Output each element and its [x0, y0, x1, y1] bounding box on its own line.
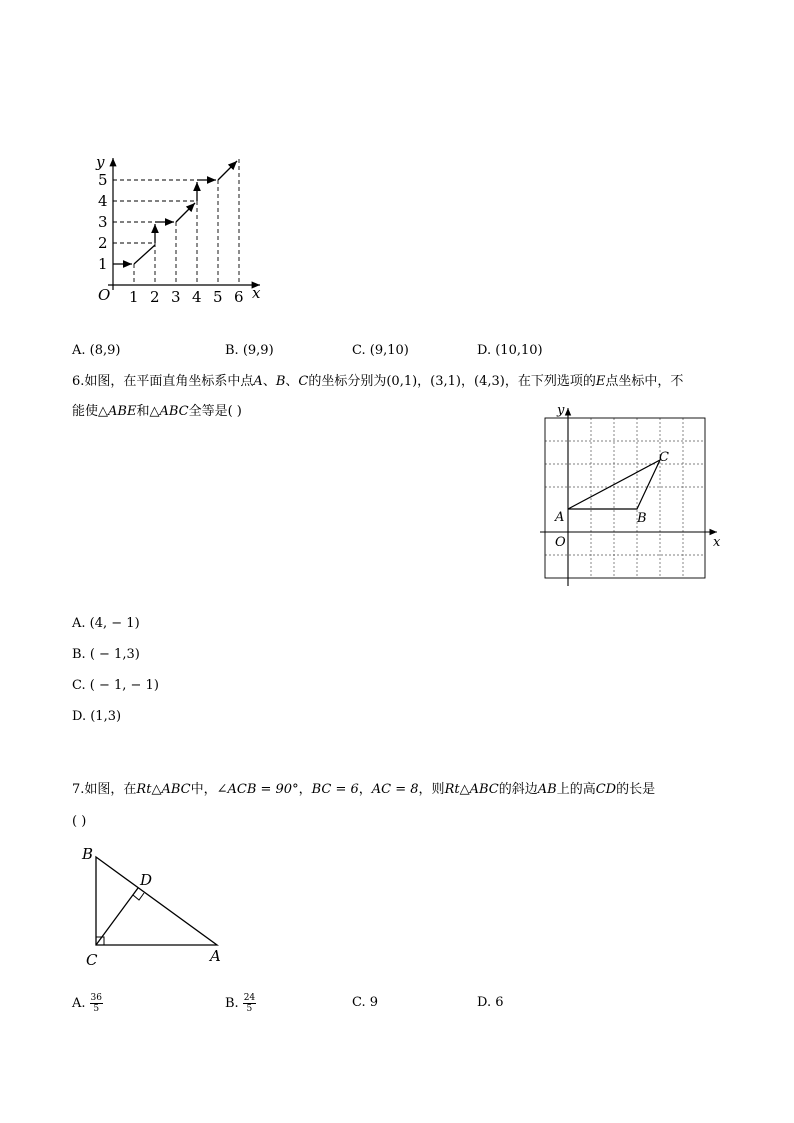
point-a-label: A [210, 947, 221, 965]
point-b-label: B [637, 511, 647, 526]
q7-option-b[interactable]: B. $\frac{24}{5}$ [225, 993, 256, 1014]
point-d-label: D [140, 871, 153, 889]
q7-triangle-figure [80, 840, 240, 975]
y-tick: 5 [98, 171, 108, 189]
q7-stem-line1: 7.如图，在Rt△ABC中，∠ACB = 90°，BC = 6，AC = 8，则Rt△ABC的斜边AB上的高CD的长是 [72, 782, 656, 797]
y-axis-label: y [96, 153, 105, 171]
q6-option-c[interactable]: C. ( − 1, − 1) [72, 678, 159, 693]
q5-option-a[interactable]: A. (8,9) [72, 343, 121, 358]
x-tick: 2 [150, 288, 160, 306]
q7-option-c[interactable]: C. 9 [352, 995, 379, 1010]
q6-stem-line2: 能使△ABE和△ABC全等是( ) [72, 404, 242, 419]
y-tick: 4 [98, 192, 108, 210]
q6-option-b[interactable]: B. ( − 1,3) [72, 647, 140, 662]
y-tick: 3 [98, 213, 108, 231]
q5-option-b[interactable]: B. (9,9) [225, 343, 274, 358]
fraction: $\frac{36}{5}$ [90, 993, 102, 1014]
q7-option-d[interactable]: D. 6 [477, 995, 504, 1010]
origin-label: O [555, 535, 566, 550]
y-label: y [557, 403, 565, 418]
origin-label: O [98, 286, 111, 304]
x-tick: 4 [192, 288, 202, 306]
q6-option-d[interactable]: D. (1,3) [72, 709, 122, 724]
x-label: x [713, 535, 721, 550]
fraction: $\frac{24}{5}$ [243, 993, 256, 1014]
x-tick: 6 [234, 288, 244, 306]
y-tick: 2 [98, 234, 108, 252]
q7-stem-line2: ( ) [72, 814, 87, 829]
q6-grid-figure [535, 398, 725, 590]
point-b-label: B [82, 845, 94, 863]
point-c-label: C [659, 450, 669, 465]
x-axis-label: x [252, 284, 261, 302]
x-tick: 1 [129, 288, 139, 306]
q5-option-c[interactable]: C. (9,10) [352, 343, 409, 358]
q6-option-a[interactable]: A. (4, − 1) [72, 616, 140, 631]
point-c-label: C [86, 951, 98, 969]
q5-option-d[interactable]: D. (10,10) [477, 343, 543, 358]
q6-stem-line1: 6.如图，在平面直角坐标系中点A、B、C的坐标分别为(0,1)，(3,1)，(4,3)，在下列选项的E点坐标中，不 [72, 374, 684, 389]
x-tick: 3 [171, 288, 181, 306]
altitude-cd [96, 888, 138, 945]
triangle-abc [96, 857, 217, 945]
point-a-label: A [555, 510, 565, 525]
x-tick: 5 [213, 288, 223, 306]
y-tick: 1 [98, 255, 108, 273]
q7-option-a[interactable]: A. $\frac{36}{5}$ [72, 993, 102, 1014]
q5-step-graph [88, 150, 278, 310]
